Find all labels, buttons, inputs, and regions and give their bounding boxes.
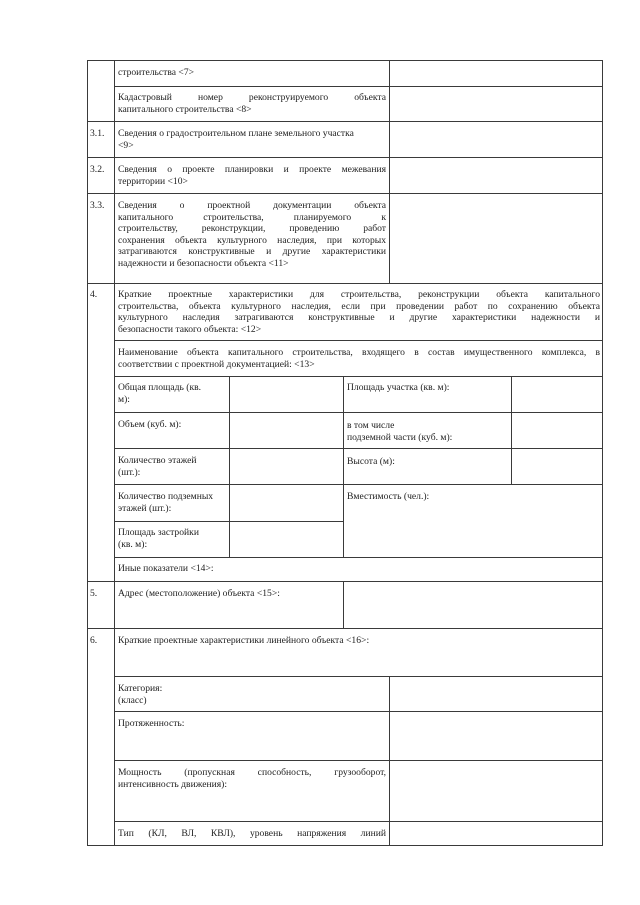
column-divider-upper-value <box>389 60 390 284</box>
construction-label: строительства <7> <box>118 67 195 78</box>
capacity-label: Вместимость (чел.): <box>347 491 430 502</box>
grid-divider-1 <box>229 376 230 558</box>
linear-object-label: Краткие проектные характеристики линейного объекта <16>: <box>118 635 370 646</box>
plot-area-label: Площадь участка (кв. м): <box>347 382 450 393</box>
table-border-bottom <box>87 845 603 846</box>
power-label: Мощность (пропускная способность, грузооборот, интенсивность движения): <box>118 767 386 790</box>
underground-floors-label: Количество подземных этажей (шт.): <box>118 491 214 514</box>
row-number-6: 6. <box>90 635 98 646</box>
floors-label: Количество этажей (шт.): <box>118 455 197 478</box>
length-label: Протяженность: <box>118 718 185 729</box>
grid-divider-3 <box>511 376 512 484</box>
address-divider <box>343 581 344 628</box>
row-number-5: 5. <box>90 588 98 599</box>
planning-project-label: Сведения о проекте планировки и проекте межевания территории <10> <box>118 164 386 187</box>
row-number-4: 4. <box>90 289 98 300</box>
table-border-left <box>87 60 88 845</box>
row-number-3-1: 3.1. <box>90 128 105 139</box>
row-line-14 <box>87 628 603 629</box>
row-line-1 <box>114 86 603 87</box>
row-line-10 <box>114 484 603 485</box>
row-line-17 <box>114 760 603 761</box>
height-label: Высота (м): <box>347 456 395 467</box>
row-line-5 <box>87 283 603 284</box>
row-line-6 <box>114 340 603 341</box>
project-characteristics-label: Краткие проектные характеристики для строительства, реконструкции объекта капитального строительства, объекта культурного наследия, если при проведении работ по сохранению объекта культурного наследия затрагиваются конструктивные и другие характеристики надежности и безопасности такого объекта: <12> <box>118 289 600 335</box>
table-border-right <box>602 60 603 845</box>
other-indicators-label: Иные показатели <14>: <box>118 563 214 574</box>
column-divider-number <box>114 60 115 845</box>
row-line-3 <box>87 157 603 158</box>
row-line-7 <box>114 376 603 377</box>
urban-plan-label: Сведения о градостроительном плане земельного участка <9> <box>118 128 354 151</box>
row-line-8 <box>114 412 603 413</box>
row-line-12 <box>114 557 603 558</box>
row-line-13 <box>87 581 603 582</box>
row-line-4 <box>87 193 603 194</box>
volume-label: Объем (куб. м): <box>118 419 182 430</box>
total-area-label: Общая площадь (кв. м): <box>118 382 202 405</box>
row-line-9 <box>114 448 603 449</box>
line-type-label: Тип (КЛ, ВЛ, КВЛ), уровень напряжения линий <box>118 828 386 839</box>
address-label: Адрес (местоположение) объекта <15>: <box>118 588 280 599</box>
row-line-2 <box>87 121 603 122</box>
cadastral-number-label: Кадастровый номер реконструируемого объекта капитального строительства <8> <box>118 92 386 115</box>
underground-volume-label: в том числе подземной части (куб. м): <box>347 420 453 443</box>
grid-divider-2 <box>343 376 344 558</box>
row-line-15 <box>114 676 603 677</box>
row-line-16 <box>114 711 603 712</box>
row-number-3-3: 3.3. <box>90 200 105 211</box>
row-line-18 <box>114 821 603 822</box>
building-area-label: Площадь застройки (кв. м): <box>118 527 199 550</box>
row-number-3-2: 3.2. <box>90 164 105 175</box>
object-name-label: Наименование объекта капитального строительства, входящего в состав имущественного комплекса, в соответствии с проектной документацией: <13> <box>118 347 600 370</box>
project-documentation-label: Сведения о проектной документации объекта капитального строительства, планируемого к строительству, реконструкции, проведению работ сохранения объекта культурного наследия, при которых затрагиваются конструктивные и другие характеристики надежности и безопасности объекта <11> <box>118 200 386 269</box>
row-line-11 <box>114 521 343 522</box>
category-label: Категория: (класс) <box>118 683 163 706</box>
table-border-top <box>87 60 603 61</box>
